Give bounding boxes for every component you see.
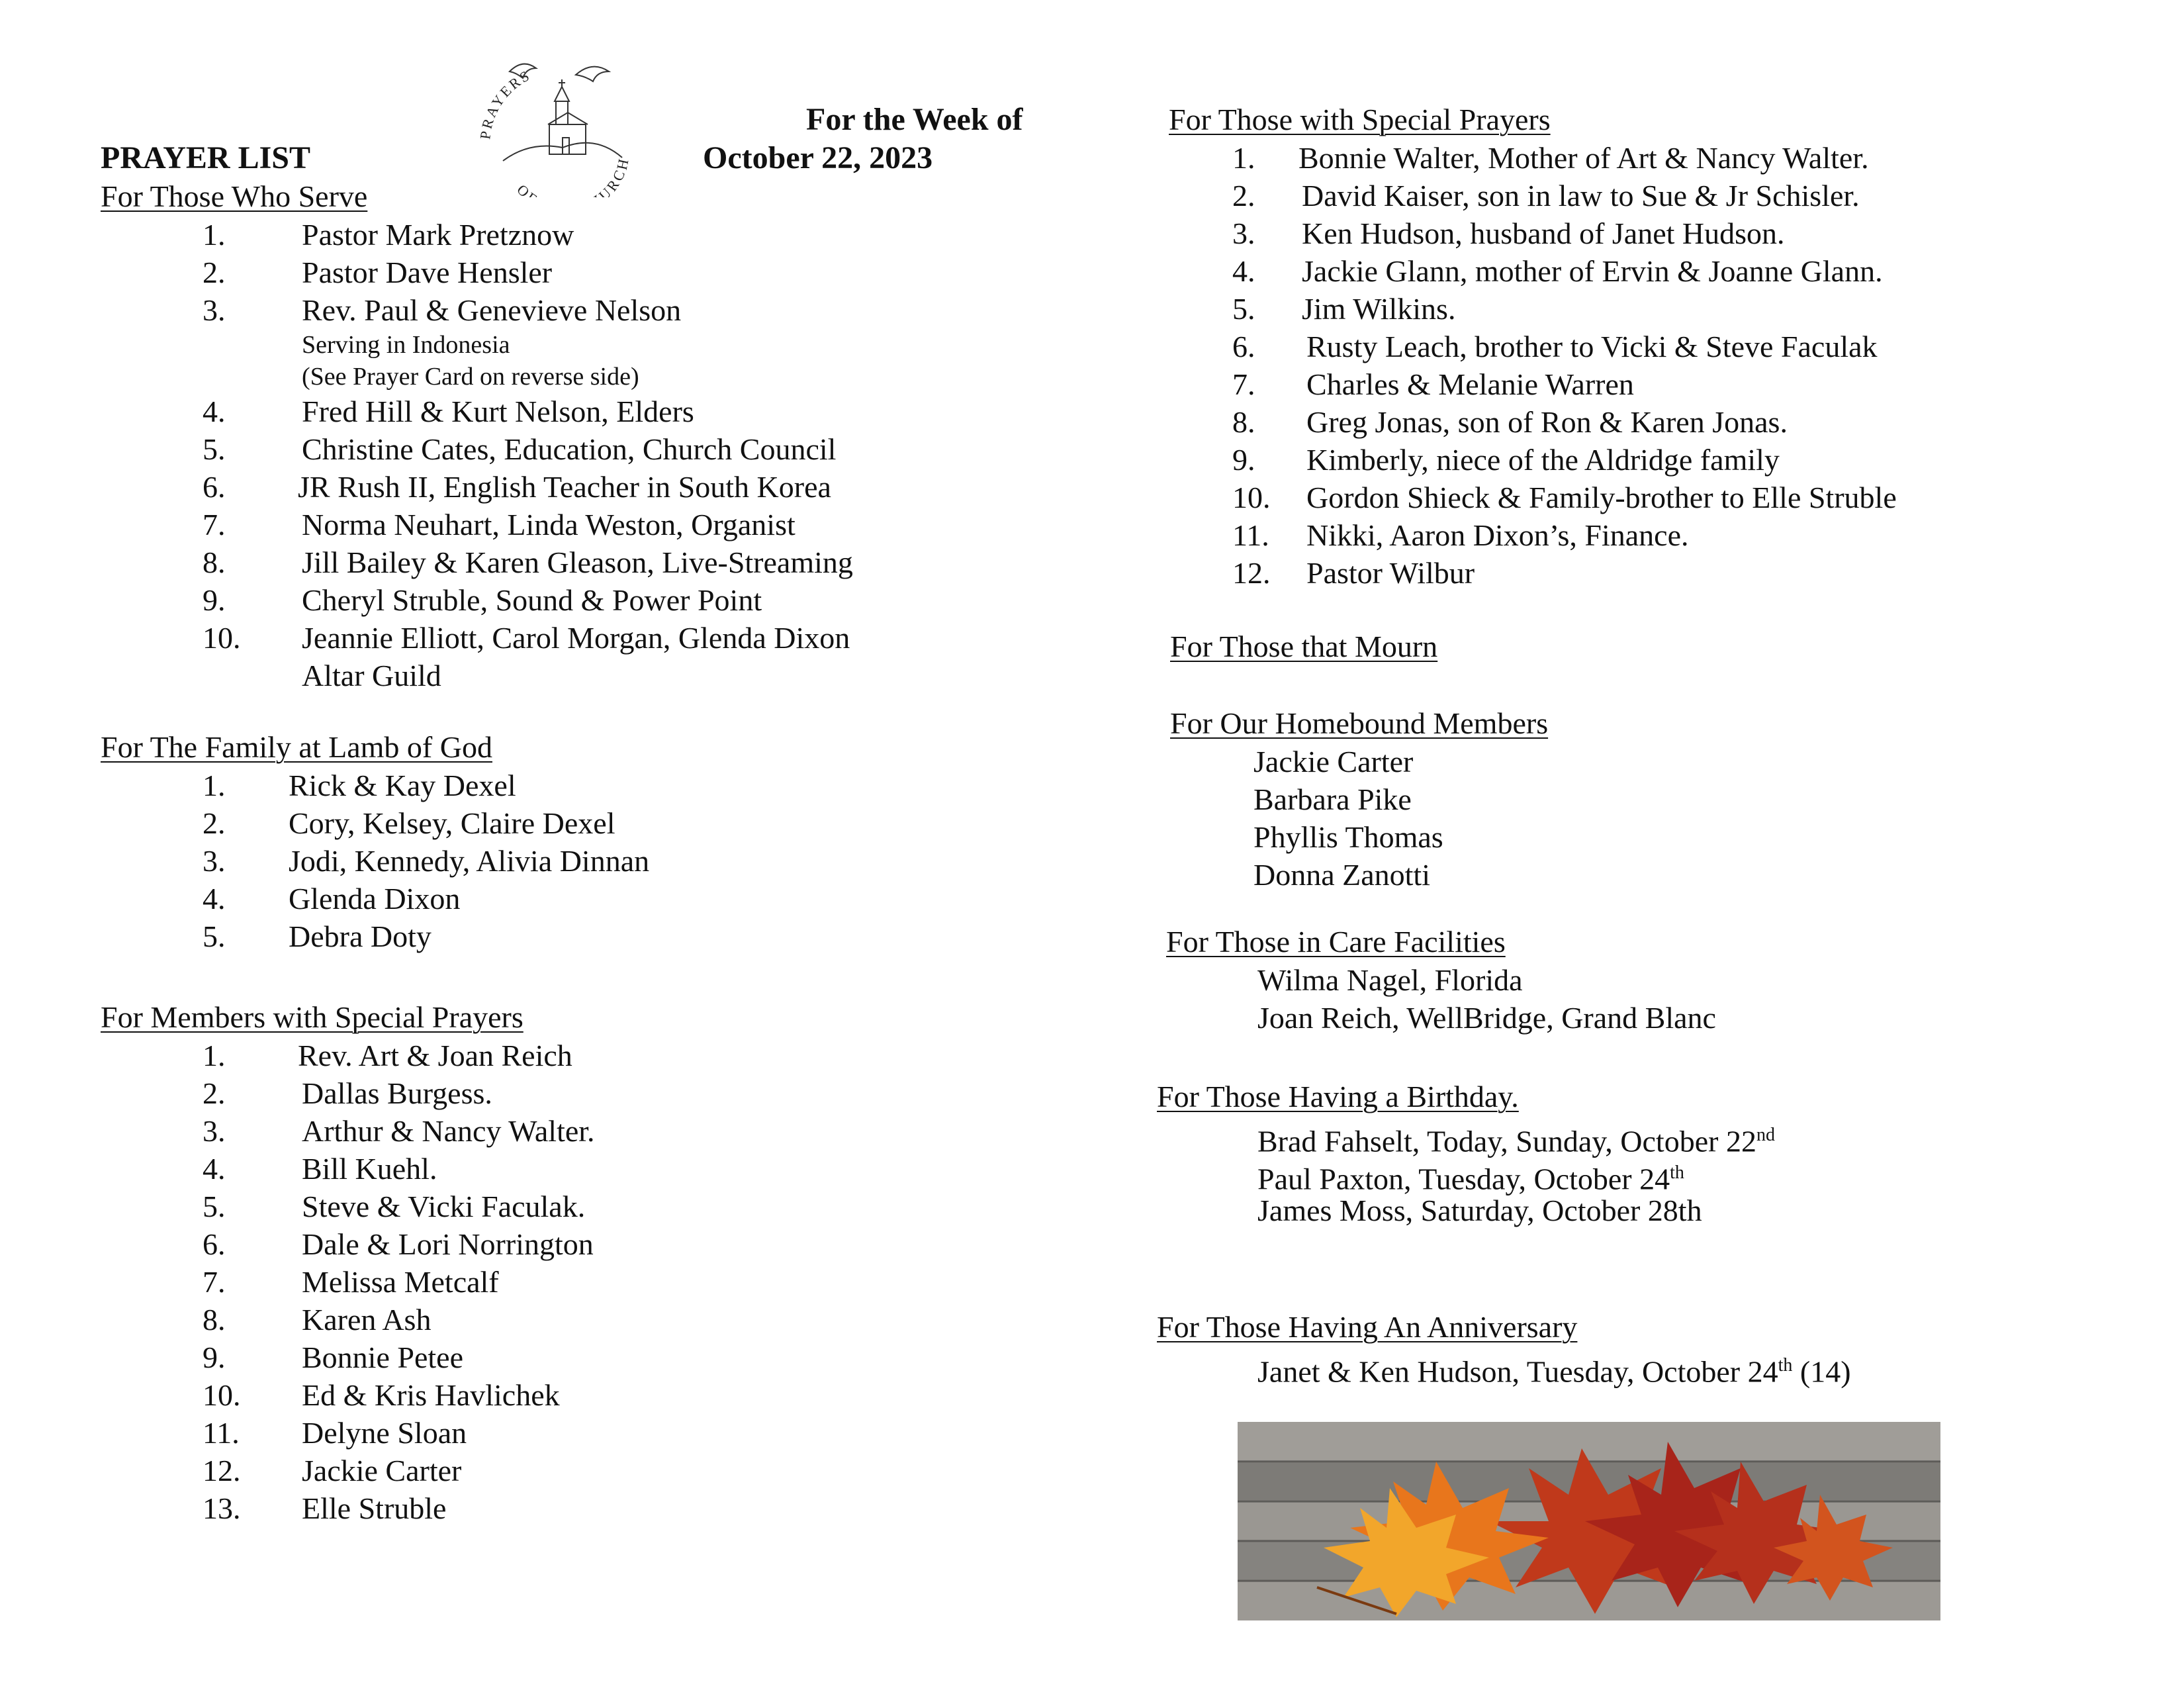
list-item: 2. Cory, Kelsey, Claire Dexel <box>203 806 615 840</box>
list-item: 4. Glenda Dixon <box>203 882 461 915</box>
prayers-of-the-church-logo <box>463 45 662 197</box>
list-item: 12. Jackie Carter <box>203 1454 462 1487</box>
list-item: Donna Zanotti <box>1253 858 1430 892</box>
list-item: 11. Delyne Sloan <box>203 1416 467 1450</box>
list-item: 5. Jim Wilkins. <box>1232 292 1456 326</box>
week-date: October 22, 2023 <box>703 140 933 175</box>
autumn-leaves-image <box>1238 1422 1940 1620</box>
list-item: 6. Dale & Lori Norrington <box>203 1227 594 1261</box>
section-heading-members: For Members with Special Prayers <box>101 1000 523 1034</box>
list-item: 2. Dallas Burgess. <box>203 1076 492 1110</box>
list-item: 1. Rev. Art & Joan Reich <box>203 1039 572 1072</box>
list-item: 4. Fred Hill & Kurt Nelson, Elders <box>203 395 694 428</box>
serve-list <box>203 216 997 694</box>
family-list <box>203 767 997 955</box>
anniversary-item: Janet & Ken Hudson, Tuesday, October 24th (14) <box>1257 1354 1851 1389</box>
list-item-continued: Altar Guild <box>302 659 441 692</box>
list-item: 4. Bill Kuehl. <box>203 1152 437 1186</box>
list-item: 6. JR Rush II, English Teacher in South Korea <box>203 470 831 504</box>
list-item: 5. Christine Cates, Education, Church Council <box>203 432 837 466</box>
section-heading-special: For Those with Special Prayers <box>1169 103 1551 136</box>
list-item: Wilma Nagel, Florida <box>1257 963 1523 997</box>
list-item: 5. Steve & Vicki Faculak. <box>203 1190 586 1223</box>
list-item: 1. Rick & Kay Dexel <box>203 769 516 802</box>
care-list <box>1257 961 1716 1037</box>
birthday-list <box>1257 1116 1775 1229</box>
week-label: For the Week of <box>806 102 1023 137</box>
section-heading-care: For Those in Care Facilities <box>1166 925 1506 959</box>
list-item: 10. Jeannie Elliott, Carol Morgan, Glenda Dixon <box>203 621 850 655</box>
list-item-note: (See Prayer Card on reverse side) <box>302 363 639 391</box>
list-item: 11. Nikki, Aaron Dixon’s, Finance. <box>1232 518 1689 552</box>
list-item: Jackie Carter <box>1253 745 1414 778</box>
list-item: 8. Greg Jonas, son of Ron & Karen Jonas. <box>1232 405 1788 439</box>
list-item: 3. Rev. Paul & Genevieve Nelson <box>203 293 682 327</box>
list-item: 7. Charles & Melanie Warren <box>1232 367 1634 401</box>
list-item: 12. Pastor Wilbur <box>1232 556 1475 590</box>
section-heading-birthday: For Those Having a Birthday. <box>1157 1080 1519 1113</box>
section-heading-anniversary: For Those Having An Anniversary <box>1157 1310 1578 1344</box>
list-item: 5. Debra Doty <box>203 919 432 953</box>
list-item: Phyllis Thomas <box>1253 820 1443 854</box>
church-doves-icon <box>463 45 662 197</box>
list-item: 2. David Kaiser, son in law to Sue & Jr Schisler. <box>1232 179 1860 212</box>
section-heading-homebound: For Our Homebound Members <box>1170 706 1549 740</box>
members-list <box>203 1037 997 1527</box>
maple-leaves-icon <box>1238 1422 1940 1620</box>
section-heading-mourn: For Those that Mourn <box>1170 630 1438 663</box>
section-heading-serve: For Those Who Serve <box>101 179 368 213</box>
list-item: 2. Pastor Dave Hensler <box>203 256 553 289</box>
list-item: Barbara Pike <box>1253 782 1412 816</box>
homebound-list <box>1253 743 1443 894</box>
list-item: Joan Reich, WellBridge, Grand Blanc <box>1257 1001 1716 1035</box>
svg-text:PRAYERS: PRAYERS <box>477 66 534 140</box>
list-item: 3. Ken Hudson, husband of Janet Hudson. <box>1232 216 1785 250</box>
list-item: 8. Karen Ash <box>203 1303 432 1336</box>
list-item: 4. Jackie Glann, mother of Ervin & Joanne Glann. <box>1232 254 1883 288</box>
list-item: 9. Cheryl Struble, Sound & Power Point <box>203 583 762 617</box>
list-item: 1. Bonnie Walter, Mother of Art & Nancy Walter. <box>1232 141 1869 175</box>
list-item: Brad Fahselt, Today, Sunday, October 22nd <box>1257 1124 1775 1158</box>
special-list <box>1232 139 2093 592</box>
section-heading-family: For The Family at Lamb of God <box>101 730 492 764</box>
list-item: 8. Jill Bailey & Karen Gleason, Live-Streaming <box>203 545 853 579</box>
svg-text:OF THE CHURCH: O URCH <box>514 155 633 197</box>
list-item: 7. Norma Neuhart, Linda Weston, Organist <box>203 508 796 541</box>
list-item-note: Serving in Indonesia <box>302 331 510 359</box>
list-item: 10. Ed & Kris Havlichek <box>203 1378 560 1412</box>
list-item: James Moss, Saturday, October 28th <box>1257 1194 1702 1227</box>
page-title: PRAYER LIST <box>101 140 310 175</box>
list-item: 9. Kimberly, niece of the Aldridge family <box>1232 443 1780 477</box>
list-item: 9. Bonnie Petee <box>203 1340 463 1374</box>
list-item: 10. Gordon Shieck & Family-brother to Elle Struble <box>1232 481 1897 514</box>
list-item: 7. Melissa Metcalf <box>203 1265 499 1299</box>
list-item: 3. Arthur & Nancy Walter. <box>203 1114 595 1148</box>
list-item: 3. Jodi, Kennedy, Alivia Dinnan <box>203 844 650 878</box>
list-item: 1. Pastor Mark Pretznow <box>203 218 574 252</box>
list-item: 13. Elle Struble <box>203 1491 447 1525</box>
list-item: 6. Rusty Leach, brother to Vicki & Steve Faculak <box>1232 330 1878 363</box>
list-item: Paul Paxton, Tuesday, October 24th <box>1257 1162 1684 1196</box>
